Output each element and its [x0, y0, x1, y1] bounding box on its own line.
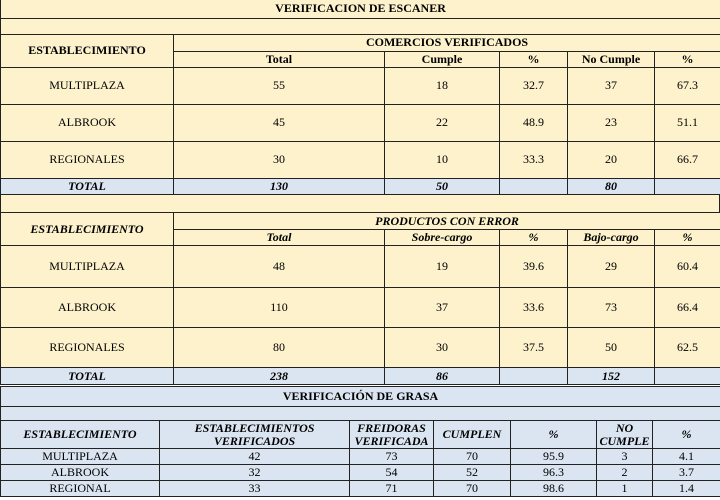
col-no-cumple: No Cumple	[568, 51, 655, 67]
cell-pct: 67.3	[655, 67, 720, 104]
col-no-cumple: NO CUMPLE	[597, 421, 653, 449]
total-total: 130	[174, 178, 385, 194]
table-separator	[0, 195, 720, 212]
cell-no-cumple: 23	[568, 104, 655, 141]
total-sobre-cargo: 86	[385, 368, 500, 385]
cell-pct: 51.1	[655, 104, 720, 141]
total-total: 238	[174, 368, 385, 385]
total-cumple: 50	[385, 178, 500, 194]
table-row	[1, 449, 720, 465]
cell-no-cumple: 20	[568, 141, 655, 178]
cell-sobre-cargo: 19	[385, 246, 500, 288]
cell-total: 30	[174, 141, 385, 178]
table-row	[1, 288, 720, 328]
col-pct: %	[655, 230, 720, 246]
cell-pct: 66.7	[655, 141, 720, 178]
row-name: MULTIPLAZA	[1, 449, 160, 465]
row-header-establecimiento: ESTABLECIMIENTO	[1, 34, 174, 67]
cell-total: 55	[174, 67, 385, 104]
col-total: Total	[174, 230, 385, 246]
cell-pct: 39.6	[500, 246, 568, 288]
cell-pct: 32.7	[500, 67, 568, 104]
cell-pct: 98.6	[511, 481, 597, 497]
total-label: TOTAL	[1, 368, 174, 385]
col-establecimientos-verificados: ESTABLECIMIENTOS VERIFICADOS	[160, 421, 350, 449]
total-pct	[500, 178, 568, 194]
cell-pct: 4.1	[653, 449, 720, 465]
cell-pct: 37.5	[500, 328, 568, 368]
cell-bajo-cargo: 29	[568, 246, 655, 288]
cell-establecimientos: 32	[160, 465, 350, 481]
col-freidoras-verificada: FREIDORAS VERIFICADA	[350, 421, 434, 449]
cell-sobre-cargo: 37	[385, 288, 500, 328]
col-cumple: Cumple	[385, 51, 500, 67]
cell-pct: 60.4	[655, 246, 720, 288]
cell-no-cumple: 3	[597, 449, 653, 465]
cell-no-cumple: 37	[568, 67, 655, 104]
cell-pct: 1.4	[653, 481, 720, 497]
cell-pct: 33.3	[500, 141, 568, 178]
row-name: ALBROOK	[1, 104, 174, 141]
col-sobre-cargo: Sobre-cargo	[385, 230, 500, 246]
row-name: REGIONALES	[1, 328, 174, 368]
total-label: TOTAL	[1, 178, 174, 194]
group-header-productos: PRODUCTOS CON ERROR	[174, 213, 720, 230]
col-pct: %	[500, 230, 568, 246]
cell-pct: 95.9	[511, 449, 597, 465]
row-name: ALBROOK	[1, 465, 160, 481]
table-row	[1, 67, 720, 104]
total-no-cumple: 80	[568, 178, 655, 194]
row-name: MULTIPLAZA	[1, 67, 174, 104]
scanner-verification-table	[0, 0, 720, 195]
col-pct: %	[500, 51, 568, 67]
table-row	[1, 104, 720, 141]
cell-pct: 48.9	[500, 104, 568, 141]
cell-cumple: 18	[385, 67, 500, 104]
product-error-table	[0, 212, 720, 385]
table-row	[1, 328, 720, 368]
cell-no-cumple: 1	[597, 481, 653, 497]
cell-establecimientos: 33	[160, 481, 350, 497]
table-row	[1, 141, 720, 178]
total-pct	[500, 368, 568, 385]
col-pct: %	[653, 421, 720, 449]
col-pct: %	[511, 421, 597, 449]
col-pct: %	[655, 51, 720, 67]
cell-pct: 66.4	[655, 288, 720, 328]
cell-pct: 96.3	[511, 465, 597, 481]
total-bajo-cargo: 152	[568, 368, 655, 385]
total-row	[1, 178, 720, 194]
cell-bajo-cargo: 73	[568, 288, 655, 328]
scanner-title: VERIFICACION DE ESCANER	[1, 0, 720, 18]
total-row	[1, 368, 720, 385]
spacer-row	[1, 407, 720, 421]
cell-establecimientos: 42	[160, 449, 350, 465]
table-row	[1, 481, 720, 497]
cell-cumplen: 52	[434, 465, 511, 481]
total-pct	[655, 368, 720, 385]
table-row	[1, 246, 720, 288]
cell-total: 80	[174, 328, 385, 368]
cell-cumplen: 70	[434, 449, 511, 465]
cell-freidoras: 54	[350, 465, 434, 481]
col-cumplen: CUMPLEN	[434, 421, 511, 449]
cell-pct: 33.6	[500, 288, 568, 328]
cell-sobre-cargo: 30	[385, 328, 500, 368]
col-bajo-cargo: Bajo-cargo	[568, 230, 655, 246]
cell-no-cumple: 2	[597, 465, 653, 481]
row-name: REGIONALES	[1, 141, 174, 178]
cell-bajo-cargo: 50	[568, 328, 655, 368]
spacer-row	[1, 18, 720, 34]
cell-freidoras: 73	[350, 449, 434, 465]
table-row	[1, 465, 720, 481]
grease-verification-table	[0, 386, 720, 497]
cell-total: 45	[174, 104, 385, 141]
cell-cumple: 10	[385, 141, 500, 178]
group-header-comercios: COMERCIOS VERIFICADOS	[174, 34, 720, 51]
cell-pct: 62.5	[655, 328, 720, 368]
total-pct	[655, 178, 720, 194]
cell-total: 110	[174, 288, 385, 328]
col-total: Total	[174, 51, 385, 67]
cell-cumplen: 70	[434, 481, 511, 497]
cell-cumple: 22	[385, 104, 500, 141]
row-name: REGIONAL	[1, 481, 160, 497]
cell-total: 48	[174, 246, 385, 288]
grease-title: VERIFICACIÓN DE GRASA	[1, 387, 720, 407]
cell-freidoras: 71	[350, 481, 434, 497]
row-name: MULTIPLAZA	[1, 246, 174, 288]
cell-pct: 3.7	[653, 465, 720, 481]
row-name: ALBROOK	[1, 288, 174, 328]
col-establecimiento: ESTABLECIMIENTO	[1, 421, 160, 449]
row-header-establecimiento: ESTABLECIMIENTO	[1, 213, 174, 246]
